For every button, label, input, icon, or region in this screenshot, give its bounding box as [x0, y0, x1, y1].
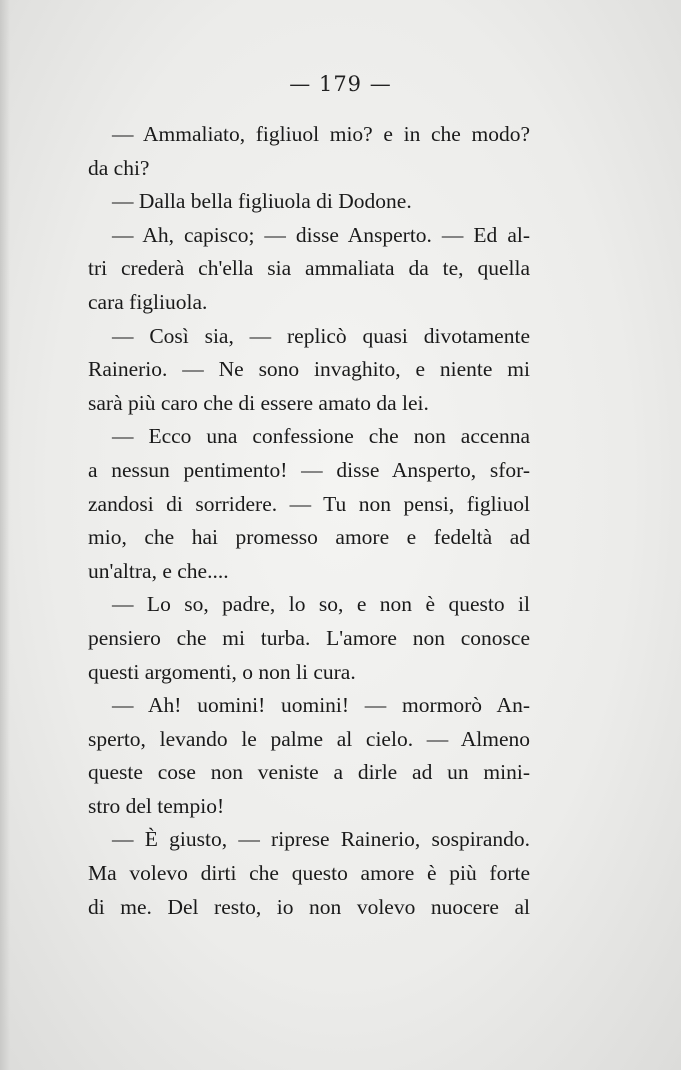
text-line: — Dalla bella figliuola di Dodone. [112, 189, 412, 214]
text-line: sarà più caro che di essere amato da lei. [88, 390, 429, 415]
page-number: — 179 — [289, 72, 392, 96]
text-line: — È giusto, — riprese Rainerio, sospirando. [112, 827, 530, 852]
page-edge-shadow [0, 0, 10, 1070]
text-line: — Così sia, — replicò quasi divotamente [112, 323, 530, 348]
text-line: — Ah! uomini! uomini! — mormorò An- [112, 693, 530, 718]
text-line: — Lo so, padre, lo so, e non è questo il [112, 592, 530, 617]
text-line: un'altra, e che.... [88, 558, 229, 583]
text-line: zandosi di sorridere. — Tu non pensi, figliuol [88, 491, 530, 516]
text-line: sperto, levando le palme al cielo. — Almeno [88, 726, 530, 751]
text-line: da chi? [88, 155, 150, 180]
text-line: stro del tempio! [88, 793, 225, 818]
text-line: — Ah, capisco; — disse Ansperto. — Ed al- [112, 222, 530, 247]
text-line: mio, che hai promesso amore e fedeltà ad [88, 525, 530, 550]
text-line: a nessun pentimento! — disse Ansperto, sfor- [88, 457, 530, 482]
text-line: — Ammaliato, figliuol mio? e in che modo? [112, 122, 530, 146]
text-line: Rainerio. — Ne sono invaghito, e niente mi [88, 357, 530, 382]
text-line: cara figliuola. [88, 289, 208, 314]
text-line: queste cose non veniste a dirle ad un mini- [88, 760, 530, 785]
text-line: — Ecco una confessione che non accenna [112, 424, 530, 449]
text-line: tri crederà ch'ella sia ammaliata da te, quella [88, 256, 530, 281]
text-line: di me. Del resto, io non volevo nuocere al [88, 894, 530, 919]
body-text [88, 118, 530, 924]
text-line: Ma volevo dirti che questo amore è più forte [88, 861, 530, 886]
text-line: questi argomenti, o non li cura. [88, 659, 356, 684]
text-line: pensiero che mi turba. L'amore non conosce [88, 625, 530, 650]
